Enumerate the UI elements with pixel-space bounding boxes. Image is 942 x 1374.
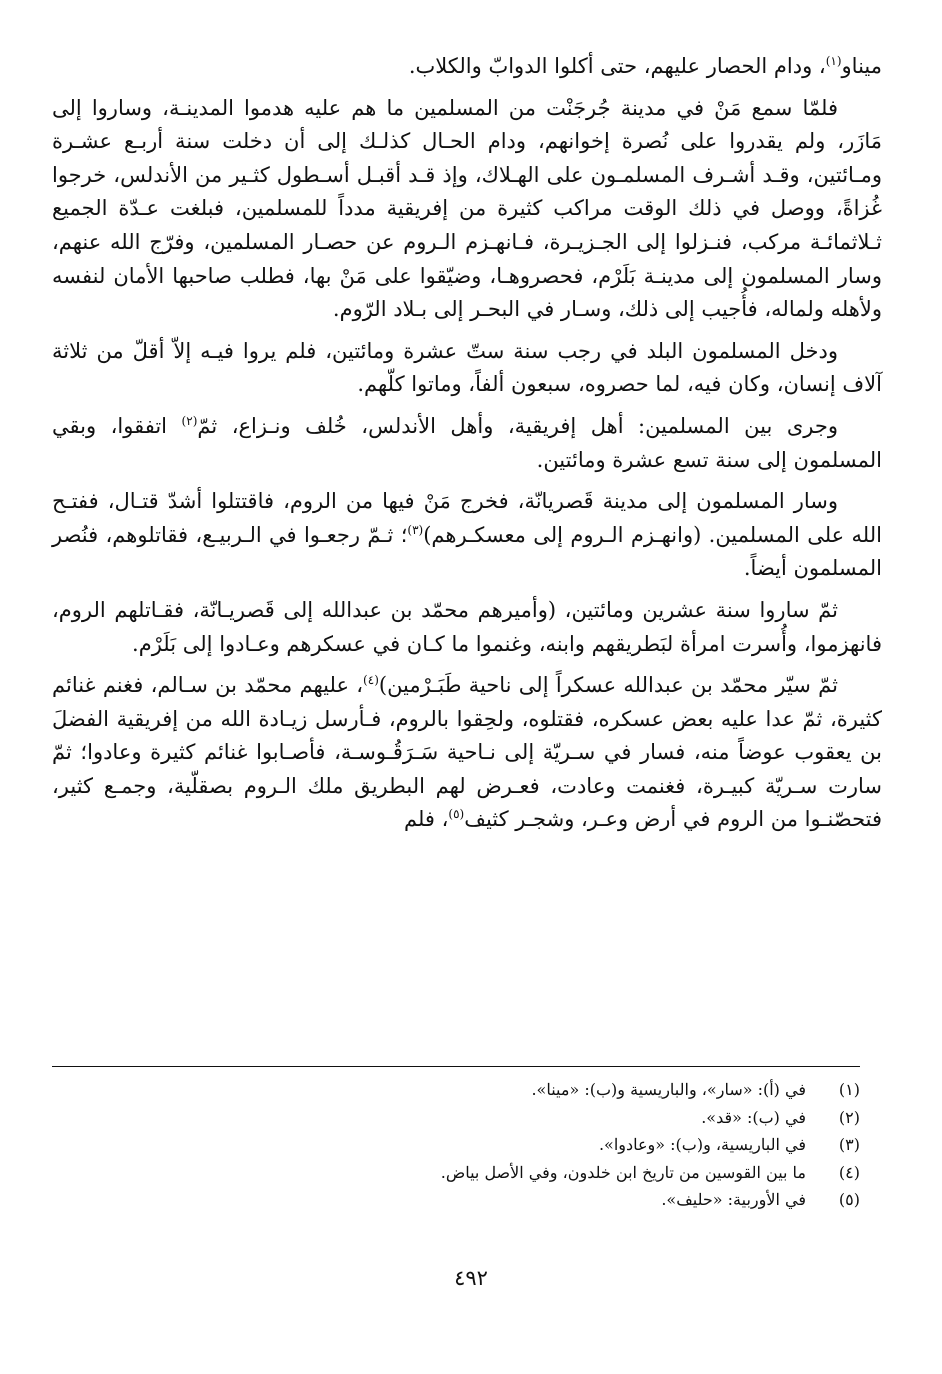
footnote-item	[52, 1159, 860, 1187]
paragraph-text: وسار المسلمون إلى مدينة قَصريانّة، فخرج مَنْ فيها من الروم، فاقتتلوا أشدّ قتـال، ففتـح الله على المسلمين. (وانهـزم الـروم إلى معسكـرهم)	[52, 489, 882, 547]
paragraph	[52, 594, 882, 661]
footnote-marker: (٢)	[181, 413, 198, 428]
paragraph	[52, 485, 882, 586]
paragraph	[52, 92, 882, 327]
footnote-number: (٣)	[838, 1135, 860, 1154]
footnote-number: (١)	[838, 1080, 860, 1099]
footnote-number: (٥)	[838, 1190, 860, 1209]
footnote-divider	[52, 1066, 860, 1067]
paragraph	[52, 335, 882, 402]
paragraph-text: اتفقوا، وبقي المسلمون إلى سنة تسع عشرة ومائتين.	[52, 413, 882, 472]
footnote-number: (٤)	[838, 1162, 860, 1182]
paragraph	[52, 669, 882, 837]
paragraph-text: ثمّ ساروا سنة عشرين ومائتين، (وأميرهم محمّد بن عبدالله إلى قَصريـانّة، فقـاتلهم الروم، فانهزموا، وأُسرت امرأة لبَطريقهم وابنه، وغنموا ما كـان في عسكرهم وعـادوا إلى بَلَرْم.	[52, 597, 882, 656]
footnote-item	[52, 1186, 860, 1214]
footnote-item	[52, 1131, 860, 1159]
paragraph-text: ميناو	[841, 54, 882, 78]
footnote-text: في الباريسية، و(ب): «وعادوا».	[598, 1135, 806, 1154]
footnote-text: ما بين القوسين من تاريخ ابن خلدون، وفي الأصل بياض.	[440, 1162, 806, 1182]
page-number: ٤٩٢	[454, 1266, 488, 1290]
paragraph-text: ، ودام الحصار عليهم، حتى أكلوا الدوابّ والكلاب.	[408, 54, 826, 78]
paragraph-text: فلمّا سمع مَنْ في مدينة جُرجَنْت من المسلمين ما هم عليه هدموا المدينـة، وساروا إلى مَازَر، ولم يقدروا على نُصرة إخوانهم، ودام الحـال كذلـك إلى أن دخلت سنة أربـع عشـرة ومـائتين، وقـد أشـرف المسلمـون على الهـلاك، وإذ قـد أقبـل أسـطول كثـير من الأندلس، خرجوا غُزاةً، ووصل في ذلك الوقت مراكب كثيرة من إفريقية مدداً للمسلمين، فبلغت عـدّة الجميع ثـلاثمائـة مركب، فنـزلوا إلى الجـزيـرة، فـانهـزم الـروم عن حصـار المسلمين، وفرّج الله عنهم، وسار المسلمون إلى مدينـة بَلَرْم، فحصروهـا، وضيّقوا على مَنْ بها، فطلب صاحبها الأمان لنفسه ولأهله ولماله، فأُجيب إلى ذلك، وسـار في البحـر إلى بـلاد الرّوم.	[52, 95, 882, 322]
footnote-text: في (ب): «قد».	[701, 1107, 806, 1127]
footnote-marker: (٣)	[407, 522, 424, 537]
footnote-item	[52, 1104, 860, 1132]
footnote-text: في (أ): «سار»، والباريسية و(ب): «مينا».	[531, 1080, 806, 1099]
paragraph	[52, 410, 882, 477]
paragraph-text: وجرى بين المسلمين: أهل إفريقية، وأهل الأندلس، خُلف ونـزاع، ثمّ	[197, 413, 839, 438]
footnote-text: في الأوربية: «حليف».	[661, 1190, 806, 1209]
footnotes	[52, 1076, 860, 1214]
paragraph-text: ثمّ سيّر محمّد بن عبدالله عسكراً إلى ناحية طَبَـرْمين)	[378, 673, 838, 698]
paragraph	[52, 50, 882, 84]
footnote-item	[52, 1076, 860, 1104]
footnote-marker: (٤)	[363, 673, 379, 688]
paragraph-text: ، فلم	[403, 807, 449, 832]
footnote-marker: (١)	[825, 54, 842, 68]
footnote-marker: (٥)	[448, 807, 465, 822]
paragraph-text: ودخل المسلمون البلد في رجب سنة ستّ عشرة ومائتين، فلم يروا فيـه إلاّ أقلّ من ثلاثة آلاف إنسان، وكان فيه، لما حصروه، سبعون ألفاً، وماتوا كلّهم.	[52, 338, 882, 397]
paragraph-text: ، عليهم محمّد بن سـالم، فغنم غنائم كثيرة، ثمّ عدا عليه بعض عسكره، فقتلوه، ولحِقوا بالروم، فـأرسل زيـادة الله من إفريقية الفضلَ بن يعقوب عوضاً منه، فسار في سـريّة إلى نـاحية سَـرَقُـوسـة، فأصـابوا غنائم كثيرة وعادوا؛ ثمّ سارت سـريّة كبيـرة، فغنمت وعادت، فعـرض لهم البطريق ملك الـروم بصقلّية، وجمـع كثير، فتحصّنـوا من الروم في أرض وعـر، وشجـر كثيف	[52, 673, 882, 832]
body-text	[52, 50, 882, 845]
footnote-number: (٢)	[838, 1107, 860, 1127]
paragraph-text: ؛ ثـمّ رجعـوا في الـربيـع، فقاتلوهم، فنُصر المسلمون أيضاً.	[52, 522, 882, 581]
